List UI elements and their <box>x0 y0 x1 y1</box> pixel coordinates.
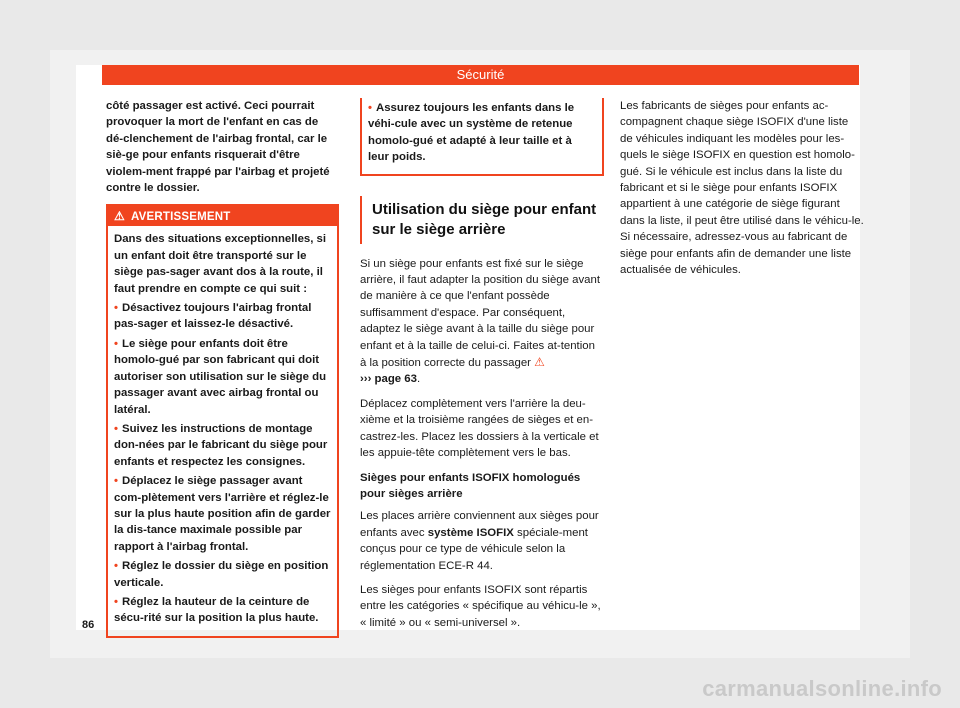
column-2 <box>360 98 604 639</box>
subheading: Sièges pour enfants ISOFIX homologués pour sièges arrière <box>360 471 581 500</box>
paragraph <box>360 508 604 574</box>
warning-bullet <box>114 421 331 470</box>
bullet-icon: • <box>368 102 372 114</box>
page-reference-link[interactable]: ››› page 63 <box>360 373 417 386</box>
intro-text: côté passager est activé. Ceci pourrait provoquer la mort de l'enfant en cas de dé-clenchement de l'airbag frontal, car le siè-ge pour enfants risquerait d'être violem-ment frappé par l'airbag et projeté contre le dossier. <box>106 100 330 195</box>
warning-triangle-icon: ⚠ <box>114 209 125 224</box>
warning-bullet <box>114 300 331 333</box>
bullet-text: Désactivez toujours l'airbag frontal pas-sager et laissez-le désactivé. <box>114 302 312 331</box>
warning-bullet <box>114 558 331 591</box>
paragraph: Les sièges pour enfants ISOFIX sont répartis entre les catégories « spécifique au véhicu-le », « limité » ou « semi-universel ». <box>360 583 601 629</box>
column-3 <box>620 98 864 286</box>
paragraph-text: spéciale-ment conçus pour ce type de véhicule selon la réglementation ECE-R 44. <box>360 526 588 572</box>
section-header: Sécurité <box>102 65 859 85</box>
warning-triangle-icon: ⚠ <box>534 355 545 370</box>
warning-box <box>106 204 339 637</box>
bullet-icon: • <box>114 595 118 608</box>
warning-bullet <box>114 473 331 555</box>
warning-bullet <box>114 594 331 627</box>
warning-label: AVERTISSEMENT <box>130 211 231 224</box>
intro-warning-continuation <box>106 98 339 196</box>
paragraph <box>360 256 604 388</box>
warning-bullet <box>114 336 331 418</box>
warning-header <box>108 206 337 226</box>
bullet-icon: • <box>114 560 118 573</box>
column-1 <box>106 98 339 638</box>
bullet-icon: • <box>114 302 118 315</box>
bullet-text: Assurez toujours les enfants dans le véhi-cule avec un système de retenue homolo-gué et adapté à leur taille et à leur poids. <box>368 102 575 164</box>
section-title: Utilisation du siège pour enfant sur le siège arrière <box>360 196 604 244</box>
warning-body <box>108 226 337 635</box>
paragraph-text: Si un siège pour enfants est fixé sur le siège arrière, il faut adapter la position du siège avant de manière à ce que l'enfant possède suffisamment d'espace. Par conséquent, adaptez le siège avant à la taille du siège pour enfant et à la taille de celui-ci. Faites at-tention à la position correcte du passager <box>360 257 600 370</box>
bullet-icon: • <box>114 422 118 435</box>
page-number: 86 <box>82 619 95 631</box>
bullet-text: Déplacez le siège passager avant com-plètement vers l'arrière et réglez-le sur la plus haute position afin de garder la dis-tance maximale possible par rapport à l'airbag frontal. <box>114 475 331 553</box>
bullet-icon: • <box>114 475 118 488</box>
bullet-text: Réglez la hauteur de la ceinture de sécu-rité sur la position la plus haute. <box>114 595 319 625</box>
paragraph: Déplacez complètement vers l'arrière la deu-xième et la troisième rangées de sièges et en-castrez-les. Placez les dossiers à la verticale et les appuie-tête complètement vers le bas. <box>360 397 599 460</box>
bold-term: système ISOFIX <box>427 526 514 539</box>
bullet-text: Le siège pour enfants doit être homolo-gué par son fabricant qui doit autoriser son utilisation sur le siège du passager avant avec airbag frontal ou latéral. <box>114 337 327 416</box>
paragraph-text: . <box>416 373 421 386</box>
warning-continuation-box <box>360 98 604 176</box>
bullet-icon: • <box>114 337 118 350</box>
bullet-text: Suivez les instructions de montage don-nées par le fabricant du siège pour enfants et respectez les consignes. <box>114 422 328 468</box>
warning-intro: Dans des situations exceptionnelles, si un enfant doit être transporté sur le siège pas-sager avant dos à la route, il faut prendre en compte ce qui suit : <box>114 233 327 295</box>
bullet-text: Réglez le dossier du siège en position verticale. <box>114 560 329 589</box>
paragraph-text: Les places arrière conviennent aux sièges pour enfants avec <box>360 510 599 539</box>
paragraph: Les fabricants de sièges pour enfants ac-compagnent chaque siège ISOFIX d'une liste de véhicules indiquant les modèles pour les-quels le siège ISOFIX en question est homolo-gué. Si le véhicule est inclus dans la liste du fabricant et si le siège pour enfants ISOFIX appartient à une catégorie de siège figurant dans la liste, il peut être utilisé dans le véhicu-le. Si nécessaire, adressez-vous au fabricant de siège pour enfants afin de demander une liste actualisée de véhicules. <box>620 100 864 277</box>
watermark: carmanualsonline.info <box>702 676 942 701</box>
